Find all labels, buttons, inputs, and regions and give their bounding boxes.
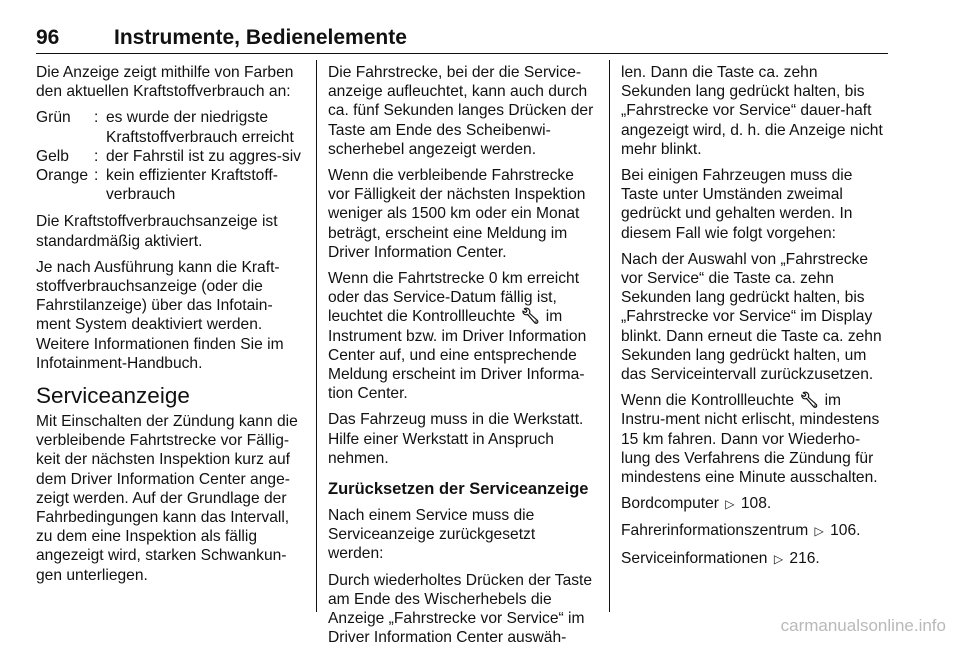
paragraph: Nach der Auswahl von „Fahrstrecke vor Service“ die Taste ca. zehn Sekunden lang gedrückt halten, bis „Fahrstrecke vor Service“ im Display blinkt. Dann erneut die Taste ca. zehn Sekunden lang gedrückt halten, um das Serviceintervall zurückzusetzen. [621, 250, 882, 384]
reference-link-serviceinformationen[interactable] [621, 549, 888, 569]
color-term: Orange [36, 167, 89, 185]
paragraph: Wenn die verbleibende Fahrstrecke vor Fälligkeit der nächsten Inspektion weniger als 1500 km oder ein Monat beträgt, erscheint eine Meldung im Driver Information Center. [328, 167, 586, 261]
paragraph: Durch wiederholtes Drücken der Taste am Ende des Wischerhebels die Anzeige „Fahrstrecke vor Service“ im Driver Information Center auswäh- [328, 571, 593, 647]
color-description: kein effizienter Kraftstoff-verbrauch [106, 167, 278, 204]
intro-paragraph: Die Anzeige zeigt mithilfe von Farben den aktuellen Kraftstoffverbrauch an: [36, 64, 294, 101]
column-3 [621, 63, 888, 576]
paragraph: len. Dann die Taste ca. zehn Sekunden lang gedrückt halten, bis „Fahrstrecke vor Service“ dauer-haft angezeigt wird, d. h. die Anzeige nicht mehr blinkt. [621, 64, 883, 158]
color-term: Grün [36, 109, 71, 127]
watermark: carmanualsonline.info [780, 616, 946, 635]
text-fragment: im Instrument bzw. im Driver Information Center auf, und eine entsprechende Meldung erscheint im Driver Informa-tion Center. [328, 308, 587, 403]
wrench-icon: 🔧︎ [520, 308, 541, 326]
reference-label: Serviceinformationen [621, 549, 768, 567]
page-reference-arrow-icon: ▷ [773, 551, 784, 566]
reference-label: Bordcomputer [621, 495, 719, 513]
paragraph: Bei einigen Fahrzeugen muss die Taste unter Umständen zweimal gedrückt und gehalten werden. In diesem Fall wie folgt vorgehen: [621, 167, 853, 242]
subsection-heading: Zurücksetzen der Serviceanzeige [328, 480, 589, 499]
text-fragment: Wenn die Fahrtstrecke 0 km erreicht oder das Service-Datum fällig ist, leuchtet die Kontrollleuchte [328, 270, 580, 326]
text-fragment: Wenn die Kontrollleuchte [621, 392, 795, 410]
color-description: der Fahrstil ist zu aggres-siv [106, 147, 301, 165]
term-separator: : [94, 167, 99, 185]
column-2 [328, 63, 594, 654]
paragraph [621, 391, 888, 487]
page-header [36, 24, 888, 54]
paragraph: Nach einem Service muss die Serviceanzeige zurückgesetzt werden: [328, 507, 536, 563]
column-divider [609, 60, 610, 612]
table-row [36, 147, 306, 166]
wrench-icon: 🔧︎ [799, 392, 820, 410]
reference-label: Fahrerinformationszentrum [621, 522, 809, 540]
text-fragment: im Instru-ment nicht erlischt, mindestens 15 km fahren. Dann vor Wiederho-lung des Verfahrens die Zündung für mindestens eine Minute ausschalten. [621, 392, 880, 487]
column-divider [316, 60, 317, 612]
reference-page: 106. [830, 522, 861, 540]
header-rule [36, 53, 888, 54]
color-legend-table [36, 108, 306, 204]
paragraph: Die Fahrstrecke, bei der die Service-anzeige aufleuchtet, kann auch durch ca. fünf Sekunden langes Drücken der Taste am Ende des Scheibenwi-scherhebel angezeigt werden. [328, 64, 594, 158]
page-number: 96 [36, 26, 60, 49]
column-1 [36, 63, 306, 592]
chapter-title: Instrumente, Bedienelemente [114, 26, 407, 49]
paragraph: Das Fahrzeug muss in die Werkstatt. Hilfe einer Werkstatt in Anspruch nehmen. [328, 411, 584, 467]
reference-page: 216. [789, 549, 820, 567]
reference-page: 108. [740, 495, 772, 513]
default-paragraph: Die Kraftstoffverbrauchsanzeige ist standardmäßig aktiviert. [36, 213, 278, 250]
page-reference-arrow-icon: ▷ [814, 524, 824, 539]
service-paragraph: Mit Einschalten der Zündung kann die verbleibende Fahrtstrecke vor Fällig-keit der nächsten Inspektion kurz auf dem Driver Information Center ange-zeigt werden. Auf der Grundlage der Fahrbedingungen kann das Intervall, zu dem eine Inspektion als fällig angezeigt wird, starken Schwankun-gen unterliegen. [36, 413, 298, 584]
reference-link-bordcomputer[interactable] [621, 494, 888, 514]
reference-link-fahrerinformationszentrum[interactable] [621, 521, 888, 541]
deactivate-paragraph: Je nach Ausführung kann die Kraft-stoffverbrauchsanzeige (oder die Fahrstilanzeige) über das Infotain-ment System deaktiviert werden. Weitere Informationen finden Sie im Infotainment-Handbuch. [36, 258, 284, 372]
table-row [36, 166, 306, 204]
page-reference-arrow-icon: ▷ [725, 497, 735, 512]
section-heading: Serviceanzeige [36, 383, 190, 409]
paragraph [328, 269, 594, 403]
term-separator: : [94, 147, 99, 165]
table-row [36, 108, 306, 146]
term-separator: : [94, 109, 99, 127]
color-description: es wurde der niedrigste Kraftstoffverbrauch erreicht [106, 109, 294, 146]
color-term: Gelb [36, 147, 69, 165]
